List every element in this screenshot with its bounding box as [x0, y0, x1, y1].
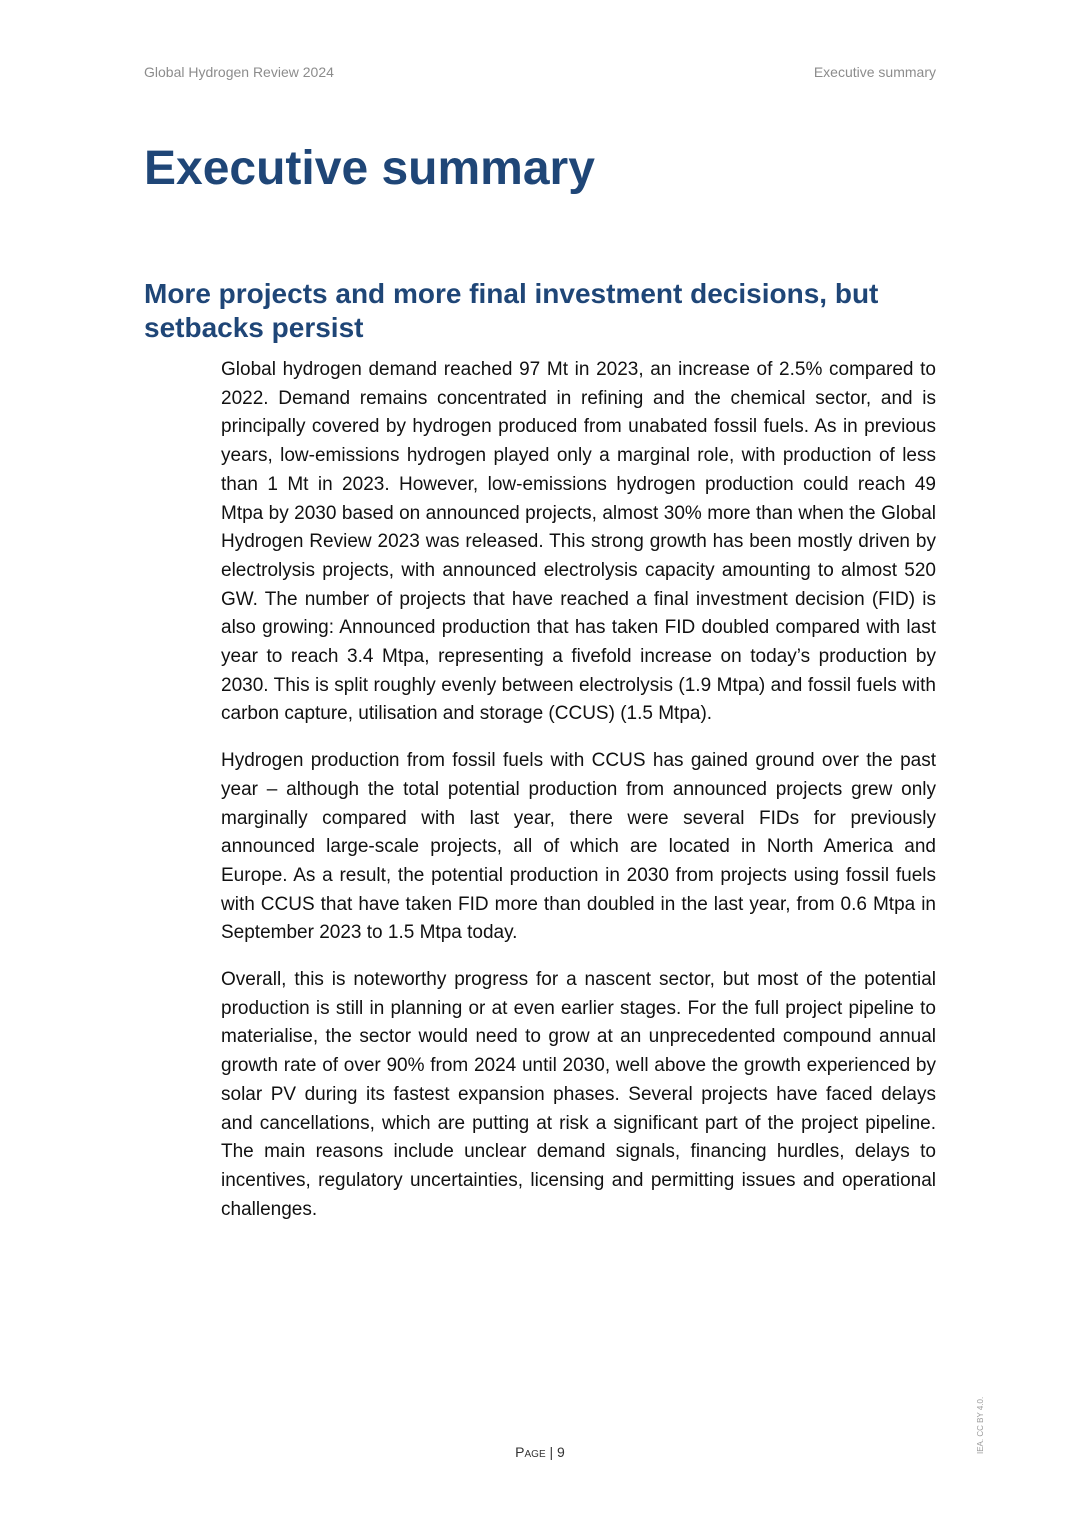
running-header-section: Executive summary [813, 64, 936, 80]
section-heading: More projects and more final investment decisions, but setbacks persist [144, 278, 879, 343]
paragraph: Hydrogen production from fossil fuels with CCUS has gained ground over the past year – although the total potential production from announced projects grew only marginally compared with last year, there were several FIDs for previously announced large-scale projects, all of which are located in North America and Europe. As a result, the potential production in 2030 from projects using fossil fuels with CCUS that have taken FID more than doubled in the last year, from 0.6 Mtpa in September 2023 to 1.5 Mtpa today. [221, 750, 936, 944]
section-body [221, 356, 936, 1242]
page-label: Page [515, 1444, 546, 1460]
paragraph: Overall, this is noteworthy progress for a nascent sector, but most of the potential production is still in planning or at even earlier stages. For the full project pipeline to materialise, the sector would need to grow at an unprecedented compound annual growth rate of over 90% from 2024 until 2030, well above the growth experienced by solar PV during its fastest expansion phases. Several projects have faced delays and cancellations, which are putting at risk a significant part of the project pipeline. The main reasons include unclear demand signals, financing hurdles, delays to incentives, regulatory uncertainties, licensing and permitting issues and operational challenges. [221, 969, 936, 1220]
license-note: IEA. CC BY 4.0. [976, 1396, 985, 1454]
paragraph: Global hydrogen demand reached 97 Mt in 2023, an increase of 2.5% compared to 2022. Demand remains concentrated in refining and the chemical sector, and is principally covered by hydrogen produced from unabated fossil fuels. As in previous years, low-emissions hydrogen played only a marginal role, with production of less than 1 Mt in 2023. However, low-emissions hydrogen production could reach 49 Mtpa by 2030 based on announced projects, almost 30% more than when the Global Hydrogen Review 2023 was released. This strong growth has been mostly driven by electrolysis projects, with announced electrolysis capacity amounting to almost 520 GW. The number of projects that have reached a final investment decision (FID) is also growing: Announced production that has taken FID doubled compared with last year to reach 3.4 Mtpa, representing a fivefold increase on today’s production by 2030. This is split roughly evenly between electrolysis (1.9 Mtpa) and fossil fuels with carbon capture, utilisation and storage (CCUS) (1.5 Mtpa). [221, 359, 936, 725]
page-number-footer [0, 1444, 1080, 1460]
running-header-title: Global Hydrogen Review 2024 [144, 64, 334, 80]
page-title: Executive summary [144, 142, 595, 195]
page-separator: | [549, 1444, 554, 1460]
page-number: 9 [557, 1444, 565, 1460]
